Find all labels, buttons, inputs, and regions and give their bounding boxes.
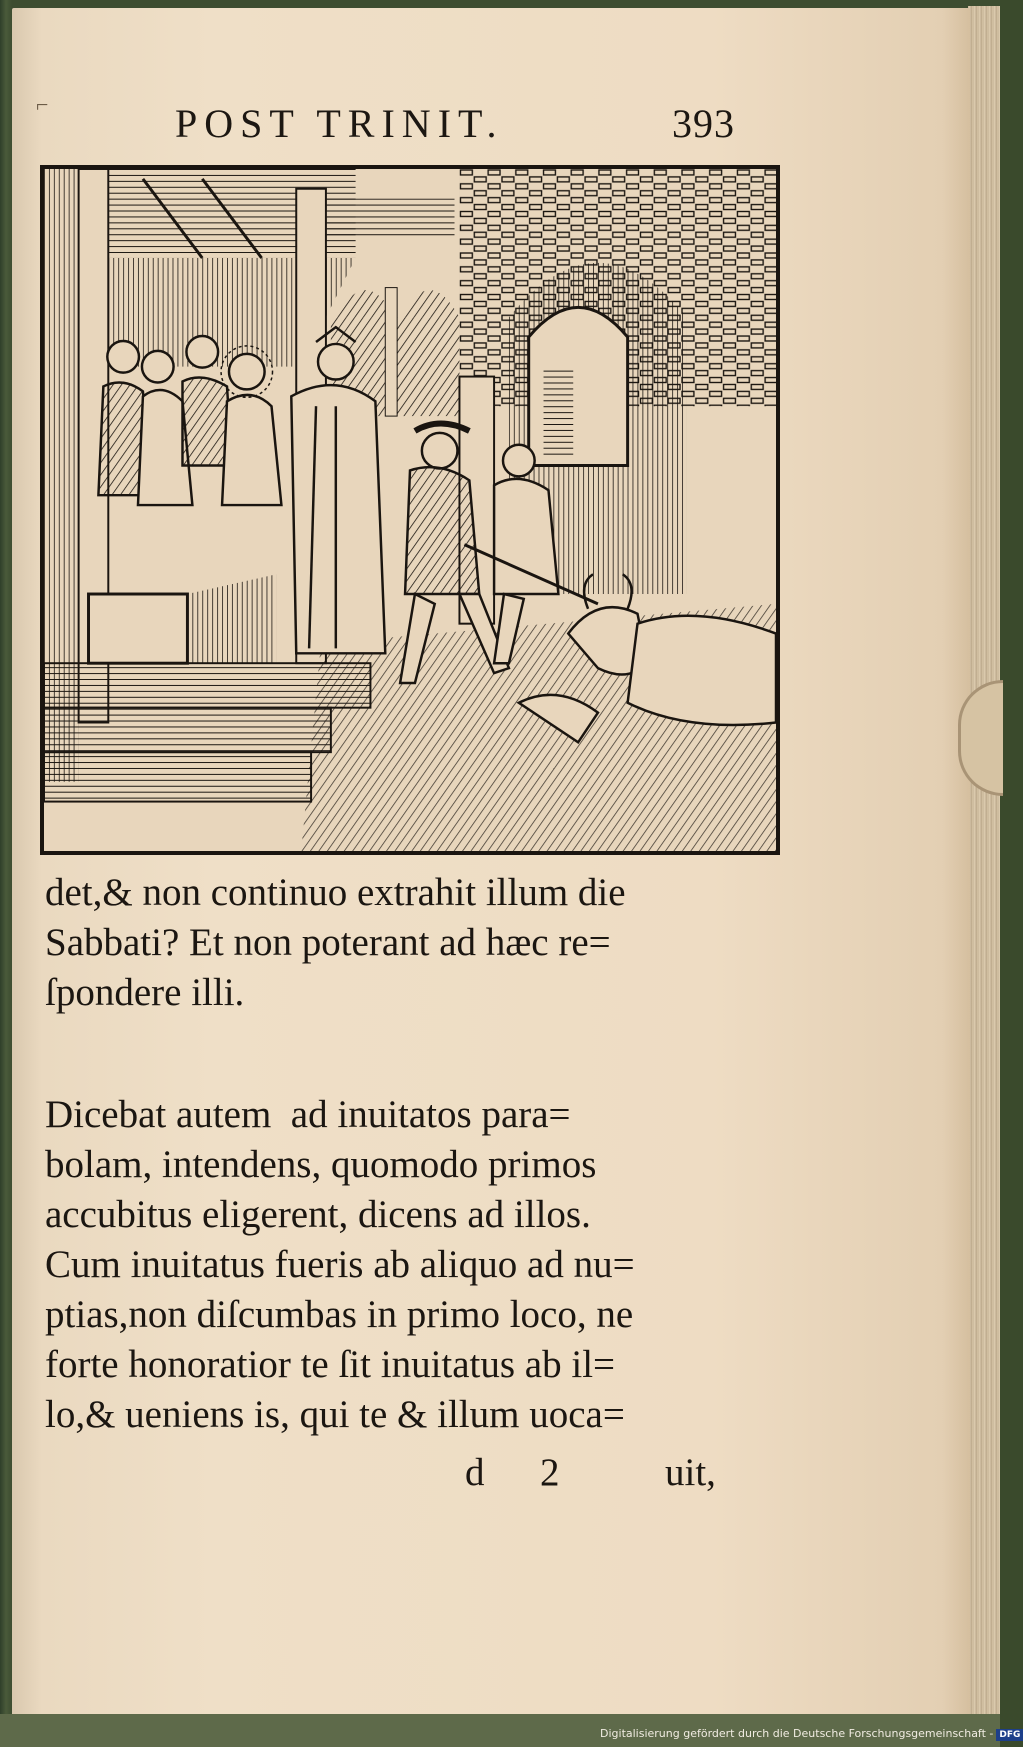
- text-line: Cum inuitatus fueris ab aliquo ad nu=: [45, 1243, 635, 1286]
- text-line: Sabbati? Et non poterant ad hæc re=: [45, 921, 611, 964]
- digitization-credit: [600, 1727, 1021, 1743]
- text-line: ptias,non diſcumbas in primo loco, ne: [45, 1293, 634, 1336]
- signature-number: 2: [540, 1451, 560, 1494]
- signature-mark: d: [465, 1451, 485, 1494]
- dfg-logo: DFG: [996, 1729, 1023, 1741]
- passage-two: [45, 1090, 765, 1440]
- margin-mark: ⌐: [36, 92, 49, 117]
- running-header: [175, 100, 735, 150]
- page-edges: [968, 6, 1000, 1724]
- text-line: det,& non continuo extrahit illum die: [45, 871, 626, 914]
- woodcut-illustration: [40, 165, 780, 855]
- passage-one: [45, 868, 765, 1018]
- text-line: lo,& ueniens is, qui te & illum uoca=: [45, 1393, 625, 1436]
- text-line: ſpondere illi.: [45, 971, 245, 1014]
- text-line: accubitus eligerent, dicens ad illos.: [45, 1193, 591, 1236]
- catchword: uit,: [665, 1451, 716, 1494]
- page-number: 393: [672, 101, 735, 146]
- credit-text: Digitalisierung gefördert durch die Deutsche Forschungsgemeinschaft -: [600, 1727, 994, 1740]
- running-title: POST TRINIT.: [175, 101, 504, 146]
- text-line: Dicebat autem ad inuitatos para=: [45, 1093, 571, 1136]
- woodcut-illustration-icon: [44, 169, 776, 851]
- text-line: forte honoratior te ſit inuitatus ab il=: [45, 1343, 616, 1386]
- text-line: bolam, intendens, quomodo primos: [45, 1143, 597, 1186]
